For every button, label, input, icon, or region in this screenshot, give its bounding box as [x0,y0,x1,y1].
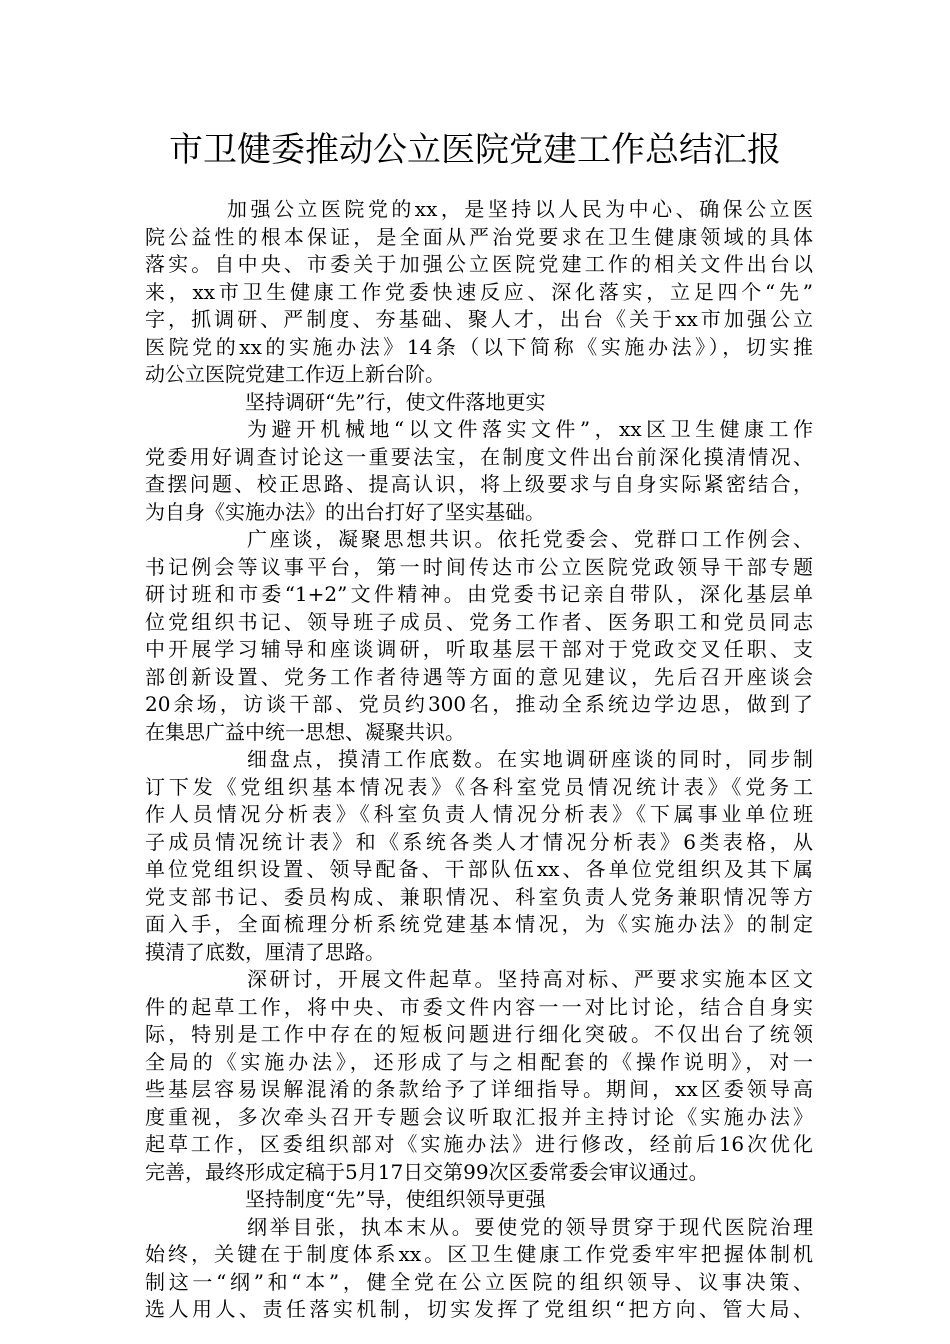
document-line: 研讨班和市委“1+2”文件精神。由党委书记亲自带队，深化基层单 [145,582,813,606]
document-line: 面入手，全面梳理分析系统党建基本情况，为《实施办法》的制定 [145,912,813,936]
document-title: 市卫健委推动公立医院党建工作总结汇报 [169,130,781,170]
document-line: 子成员情况统计表》和《系统各类人才情况分析表》6类表格，从 [145,829,813,854]
document-line: 来，xx市卫生健康工作党委快速反应、深化落实，立足四个“先” [145,279,813,304]
document-line: 作人员情况分析表》《科室负责人情况分析表》《下属事业单位班 [145,802,813,826]
document-line: 始终，关键在于制度体系xx。区卫生健康工作党委牢牢把握体制机 [145,1242,813,1266]
document-line: 坚持调研“先”行，使文件落地更实 [245,389,546,414]
document-line: 书记例会等议事平台，第一时间传达市公立医院党政领导干部专题 [145,554,813,579]
document-line: 度重视，多次牵头召开专题会议听取汇报并主持讨论《实施办法》 [145,1104,813,1129]
document-line: 加强公立医院党的xx，是坚持以人民为中心、确保公立医 [227,197,813,221]
document-line: 广座谈，凝聚思想共识。依托党委会、党群口工作例会、 [247,527,813,551]
document-line: 党委用好调查讨论这一重要法宝，在制度文件出台前深化摸清情况、 [145,444,813,469]
document-line: 纲举目张，执本末从。要使党的领导贯穿于现代医院治理 [247,1214,813,1239]
document-line: 制这一“纲”和“本”，健全党在公立医院的组织领导、议事决策、 [145,1269,813,1294]
document-line: 中开展学习辅导和座谈调研，听取基层干部对于党政交叉任职、支 [145,637,813,661]
document-line: 选人用人、责任落实机制，切实发挥了党组织“把方向、管大局、 [145,1297,813,1321]
document-line: 件的起草工作，将中央、市委文件内容一一对比讨论，结合自身实 [145,994,813,1019]
document-line: 为避开机械地“以文件落实文件”，xx区卫生健康工作 [247,417,813,441]
document-line: 查摆问题、校正思路、提高认识，将上级要求与自身实际紧密结合， [145,472,813,496]
document-line: 动公立医院党建工作迈上新台阶。 [145,362,445,386]
document-body [145,196,813,1324]
document-line: 些基层容易误解混淆的条款给予了详细指导。期间，xx区委领导高 [145,1077,813,1101]
document-line: 字，抓调研、严制度、夯基础、聚人才，出台《关于xx市加强公立 [145,307,813,331]
document-line: 落实。自中央、市委关于加强公立医院党建工作的相关文件出台以 [145,252,813,276]
document-line: 为自身《实施办法》的出台打好了坚实基础。 [145,499,545,524]
document-line: 党支部书记、委员构成、兼职情况、科室负责人党务兼职情况等方 [145,884,813,909]
document-line: 部创新设置、党务工作者待遇等方面的意见建议，先后召开座谈会 [145,664,813,689]
document-line: 细盘点，摸清工作底数。在实地调研座谈的同时，同步制 [247,747,813,771]
document-line: 际，特别是工作中存在的短板问题进行细化突破。不仅出台了统领 [145,1022,813,1046]
document-line: 院公益性的根本保证，是全面从严治党要求在卫生健康领域的具体 [145,224,813,249]
document-line: 起草工作，区委组织部对《实施办法》进行修改，经前后16次优化 [145,1132,813,1156]
document-line: 单位党组织设置、领导配备、干部队伍xx、各单位党组织及其下属 [145,857,813,881]
document-line: 订下发《党组织基本情况表》《各科室党员情况统计表》《党务工 [145,774,813,799]
document-line: 完善，最终形成定稿于5月17日交第99次区委常委会审议通过。 [145,1159,709,1184]
document-line: 20余场，访谈干部、党员约300名，推动全系统边学边思，做到了 [145,692,813,716]
document-line: 坚持制度“先”导，使组织领导更强 [245,1187,546,1211]
document-line: 摸清了底数，厘清了思路。 [145,939,385,964]
document-line: 位党组织书记、领导班子成员、党务工作者、医务职工和党员同志 [145,609,813,634]
document-line: 在集思广益中统一思想、凝聚共识。 [145,719,465,744]
document-line: 全局的《实施办法》，还形成了与之相配套的《操作说明》，对一 [145,1049,813,1074]
document-line: 深研讨，开展文件起草。坚持高对标、严要求实施本区文 [247,967,813,991]
document-line: 医院党的xx的实施办法》14条（以下简称《实施办法》），切实推 [145,334,813,359]
